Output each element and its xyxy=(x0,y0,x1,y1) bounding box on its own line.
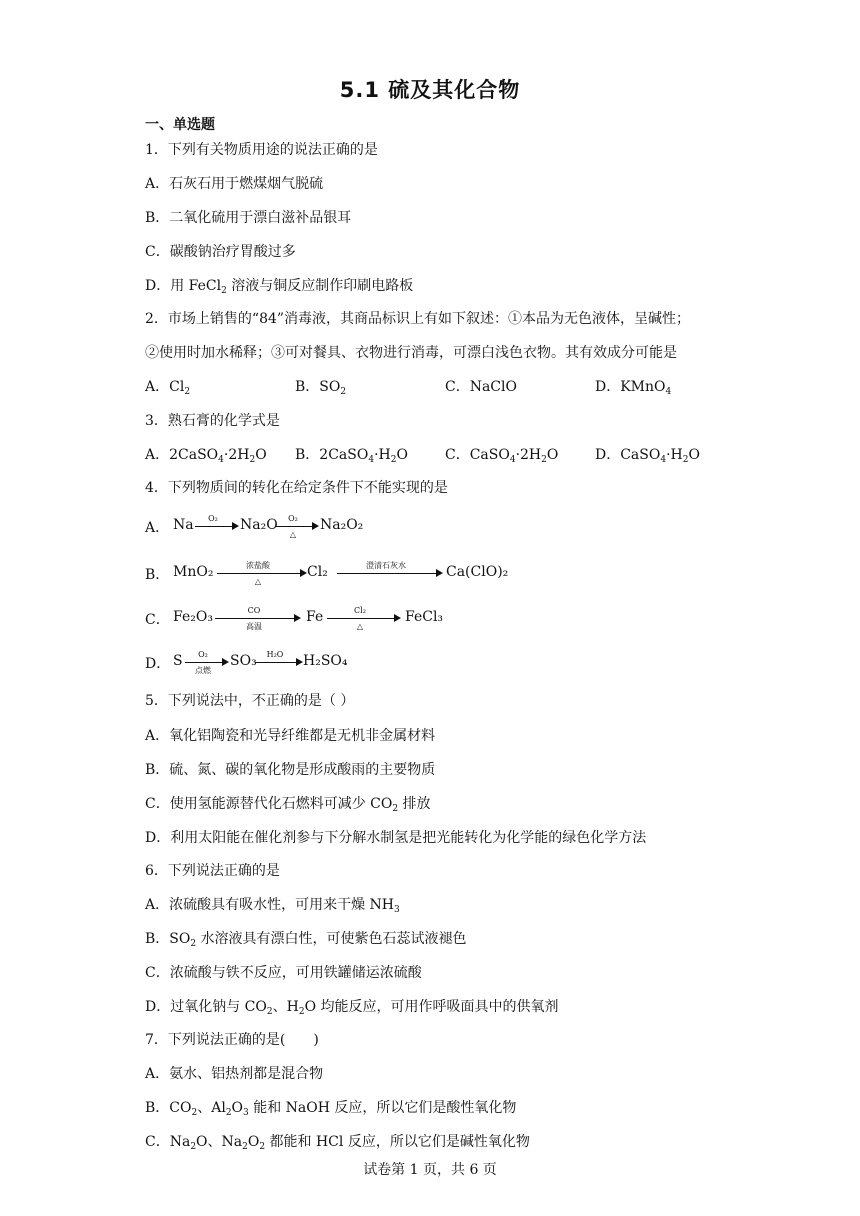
q6-option-b: B．$SO_2$ 水溶液具有漂白性，可使紫色石蕊试液褪色 xyxy=(145,931,467,949)
q1-option-a: A．石灰石用于燃煤烟气脱硫 xyxy=(145,176,324,192)
q7-option-b: B．$CO_2$、$Al_2O_3$ 能和 NaOH 反应，所以它们是酸性氧化物 xyxy=(145,1100,517,1118)
page-title: 5.1 硫及其化合物 xyxy=(339,78,521,102)
q4-stem: 4．下列物质间的转化在给定条件下不能实现的是 xyxy=(145,480,448,496)
q5-option-b: B．硫、氮、碳的氧化物是形成酸雨的主要物质 xyxy=(145,762,436,778)
q5-option-a: A．氧化铝陶瓷和光导纤维都是无机非金属材料 xyxy=(145,728,436,744)
product: Na₂O₂ xyxy=(320,517,364,533)
q3-option-a: A．$2CaSO_4\cdot 2H_2O$ xyxy=(145,447,267,465)
reaction-arrow: O₂ 点燃 xyxy=(185,651,229,675)
product: Na₂O xyxy=(240,517,278,533)
reaction-arrow: O₂ △ xyxy=(275,515,319,539)
q2-stem-line1: 2．市场上销售的“84”消毒液，其商品标识上有如下叙述：①本品为无色液体，呈碱性； xyxy=(145,311,691,327)
reaction-arrow: 澄清石灰水 xyxy=(337,562,443,586)
q7-stem: 7．下列说法正确的是( ) xyxy=(145,1032,319,1048)
product: H₂SO₄ xyxy=(303,653,348,669)
reactant: Na xyxy=(173,517,194,533)
q6-stem: 6．下列说法正确的是 xyxy=(145,863,280,879)
reaction-arrow: O₂ xyxy=(195,515,239,539)
q1-option-b: B．二氧化硫用于漂白滋补品银耳 xyxy=(145,210,352,226)
q7-option-a: A．氨水、铝热剂都是混合物 xyxy=(145,1066,324,1082)
q6-option-a: A．浓硫酸具有吸水性，可用来干燥 $NH_3$ xyxy=(145,897,400,915)
q4-option-d xyxy=(145,643,365,673)
q2-option-d: D．KMnO$_4$ xyxy=(595,379,672,397)
page-footer: 试卷第 1 页，共 6 页 xyxy=(363,1162,497,1178)
section-heading: 一、单选题 xyxy=(145,117,215,133)
q2-stem-line2: ②使用时加水稀释；③可对餐具、衣物进行消毒，可漂白浅色衣物。其有效成分可能是 xyxy=(145,345,677,361)
q3-option-c: C．$CaSO_4\cdot 2H_2O$ xyxy=(445,447,559,465)
q1-stem: 1．下列有关物质用途的说法正确的是 xyxy=(145,142,378,158)
q2-option-a: A．$Cl_2$ xyxy=(145,379,191,397)
q2-option-b: B．$SO_2$ xyxy=(295,379,347,397)
q3-option-b: B．$2CaSO_4\cdot H_2O$ xyxy=(295,447,408,465)
q5-option-d: D．利用太阳能在催化剂参与下分解水制氢是把光能转化为化学能的绿色化学方法 xyxy=(145,830,647,846)
q3-stem: 3．熟石膏的化学式是 xyxy=(145,413,280,429)
reaction-arrow: CO 高温 xyxy=(215,607,301,631)
q4-option-b xyxy=(145,554,525,584)
q5-option-c: C．使用氢能源替代化石燃料可减少 $CO_2$ 排放 xyxy=(145,796,431,814)
q6-option-c: C．浓硫酸与铁不反应，可用铁罐储运浓硫酸 xyxy=(145,965,422,981)
reaction-arrow: 浓盐酸 △ xyxy=(217,562,307,586)
product: Fe xyxy=(306,609,324,625)
reactant: Fe₂O₃ xyxy=(173,609,213,625)
q3-option-d: D．$CaSO_4\cdot H_2O$ xyxy=(595,447,700,465)
product: Ca(ClO)₂ xyxy=(446,564,509,580)
reactant: MnO₂ xyxy=(173,564,214,580)
q4-option-c xyxy=(145,599,465,629)
q6-option-d: D．过氧化钠与 $CO_2$、$H_2O$ 均能反应，可用作呼吸面具中的供氧剂 xyxy=(145,999,559,1017)
q5-stem: 5．下列说法中，不正确的是（ ） xyxy=(145,693,355,709)
product: Cl₂ xyxy=(307,564,328,580)
q4-option-a xyxy=(145,507,405,537)
q1-option-d: D．用 FeCl$_2$ 溶液与铜反应制作印刷电路板 xyxy=(145,278,414,296)
option-label: A． xyxy=(145,520,170,536)
product: FeCl₃ xyxy=(405,609,444,625)
option-label: C． xyxy=(145,612,170,628)
option-label: B． xyxy=(145,567,170,583)
reactant: S xyxy=(173,653,183,669)
reaction-arrow: Cl₂ △ xyxy=(327,607,401,631)
option-label: D． xyxy=(145,656,171,672)
reaction-arrow: H₂O xyxy=(255,651,303,675)
q7-option-c: C．$Na_2O$、$Na_2O_2$ 都能和 HCl 反应，所以它们是碱性氧化物 xyxy=(145,1134,530,1152)
q2-option-c: C．NaClO xyxy=(445,379,517,395)
product: SO₃ xyxy=(230,653,257,669)
q1-option-c: C．碳酸钠治疗胃酸过多 xyxy=(145,244,296,260)
